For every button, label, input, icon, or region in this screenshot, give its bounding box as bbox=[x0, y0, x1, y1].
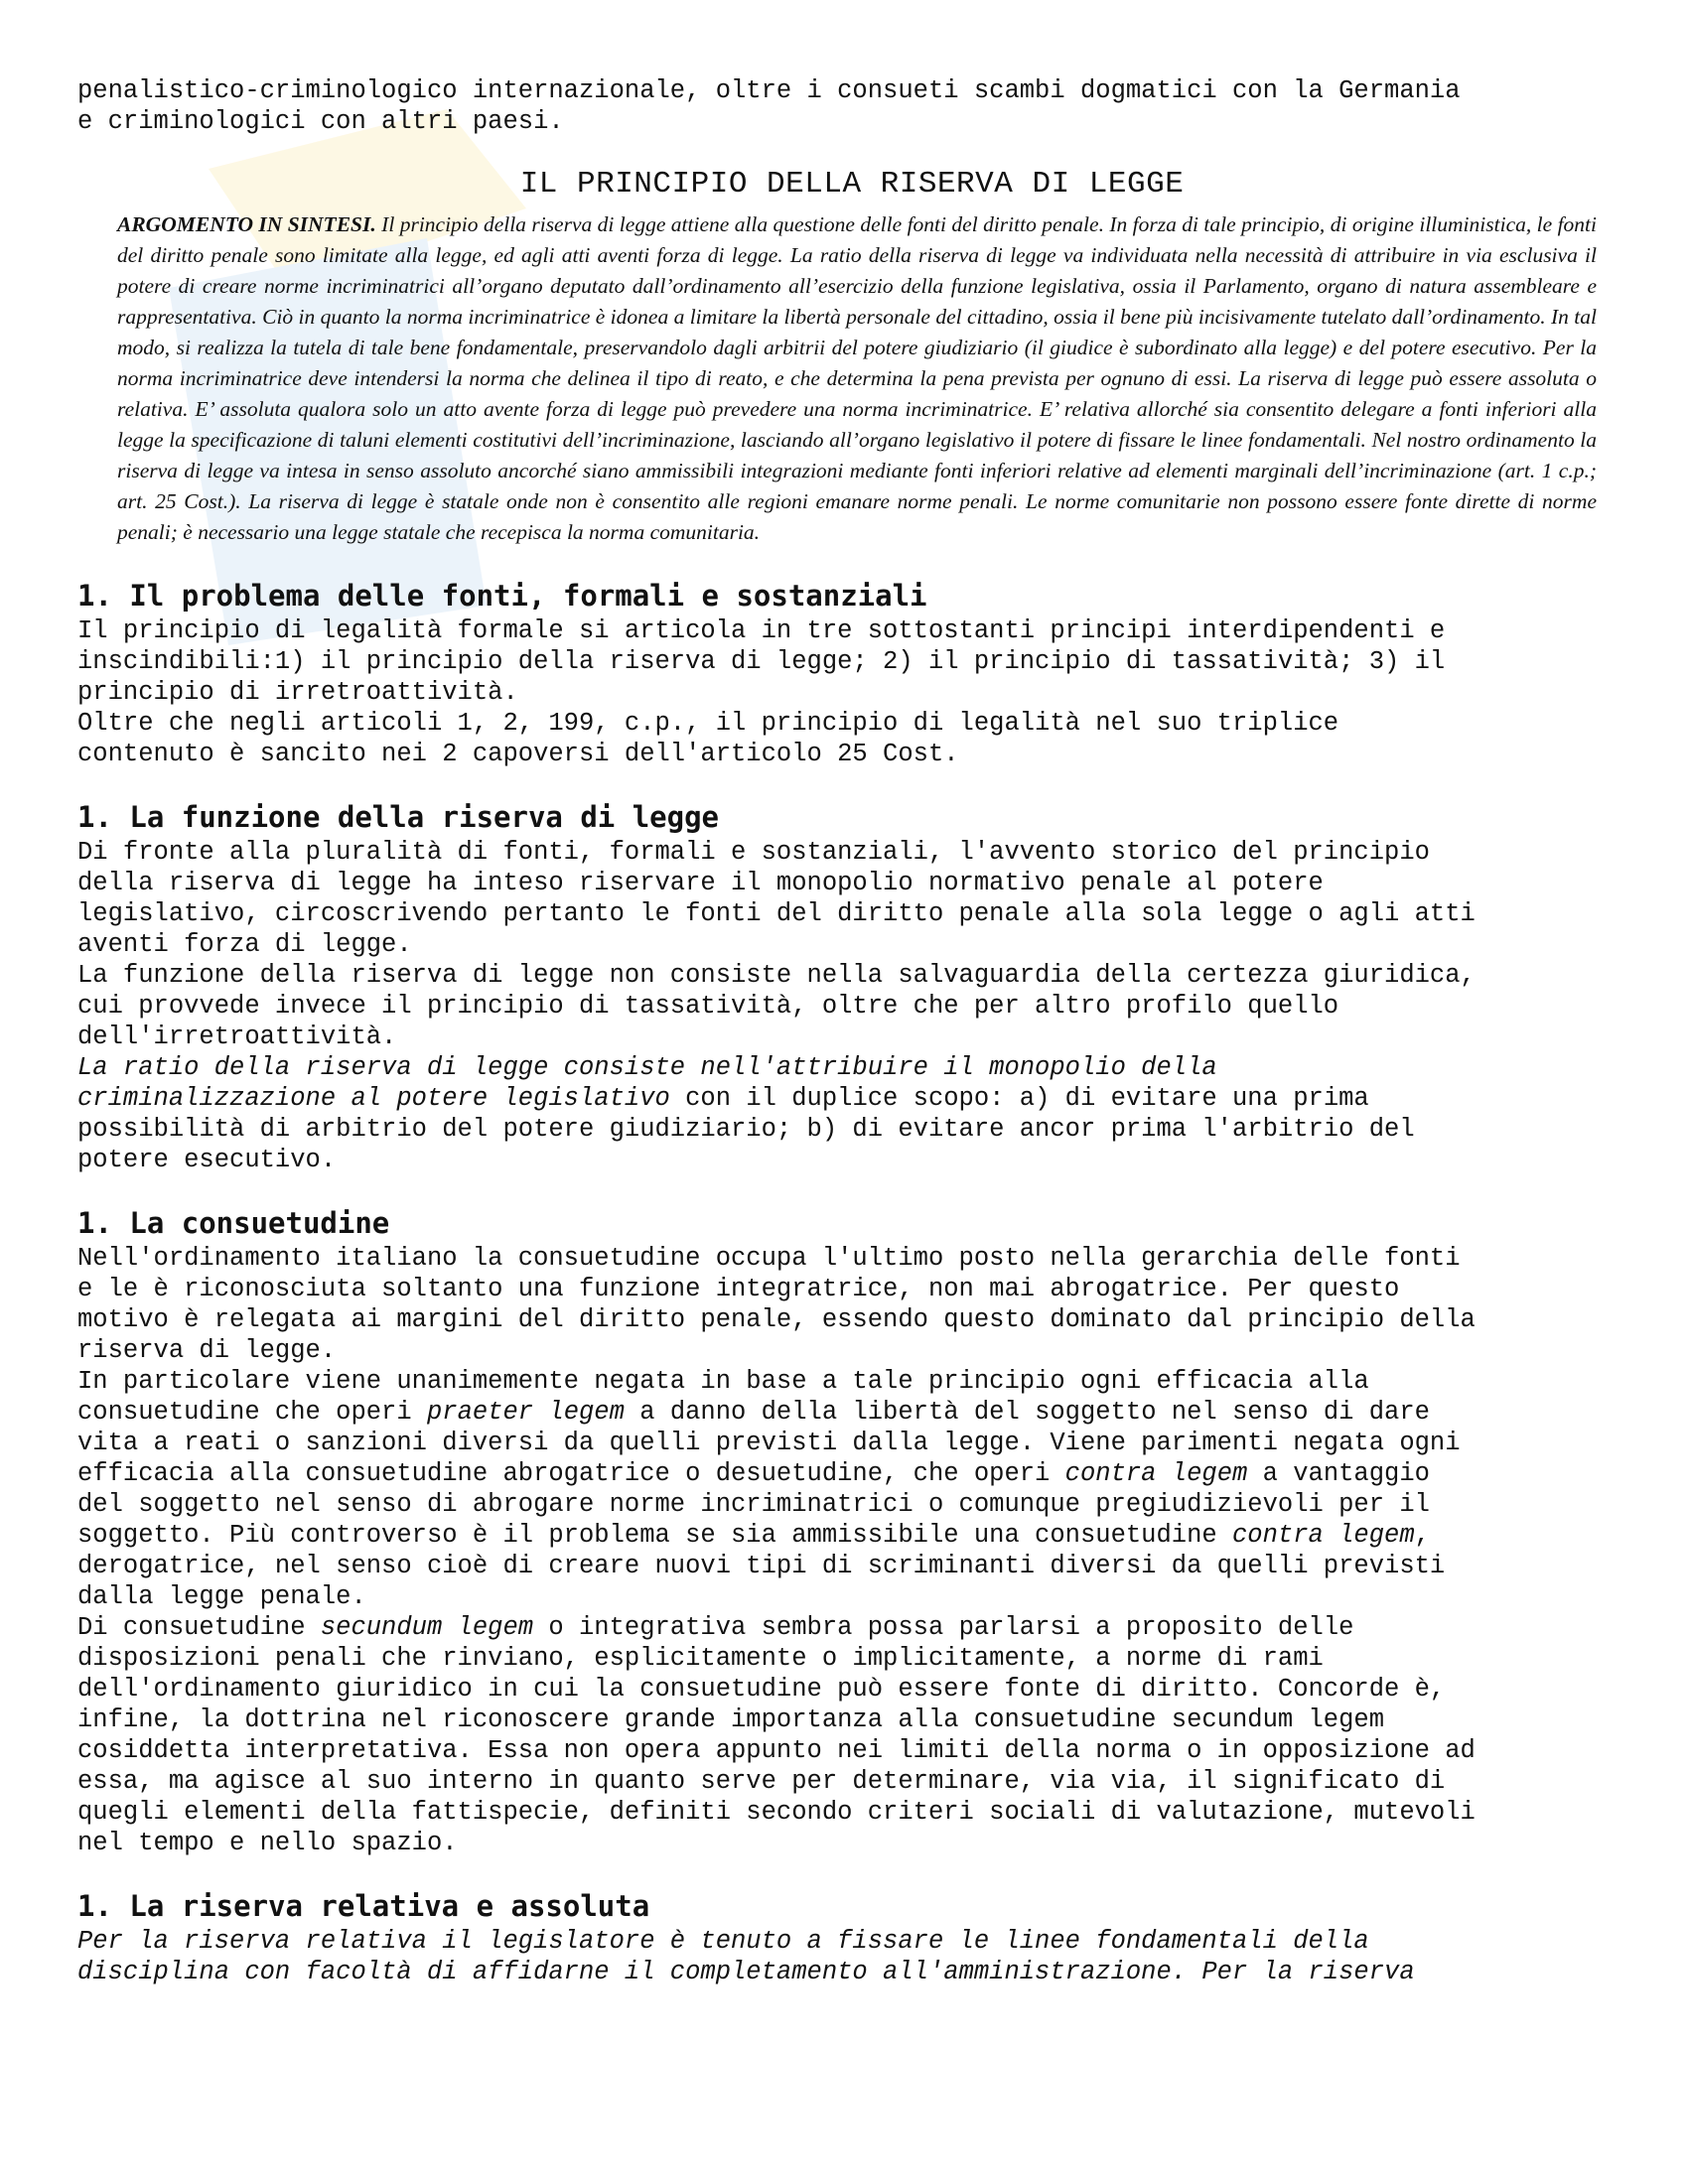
paragraph: Di fronte alla pluralità di fonti, formali e sostanziali, l'avvento storico del principio della riserva di legge ha inteso riservare il monopolio normativo penale al potere legislativo, circoscrivendo pertanto le fonti del diritto penale alla sola legge o agli atti aventi forza di legge. bbox=[77, 838, 1476, 959]
summary-text: Il principio della riserva di legge attiene alla questione delle fonti del diritto penale. In forza di tale principio, di origine illuministica, le fonti del diritto penale sono limitate alla legge, ed agli atti aventi forza di legge. La ratio della riserva di legge va individuata nella necessità di attribuire in via esclusiva il potere di creare norme incriminatrici all’organo deputato dall’ordinamento all’esercizio della funzione legislativa, ossia il Parlamento, organo di natura assembleare e rappresentativa. Ciò in quanto la norma incriminatrice è idonea a limitare la libertà personale del cittadino, ossia il bene più incisivamente tutelato dall’ordinamento. In tal modo, si realizza la tutela di tale bene fondamentale, preservandolo dagli arbitrii del potere giudiziario (il giudice è subordinato alla legge) e del potere esecutivo. Per la norma incriminatrice deve intendersi la norma che delinea il tipo di reato, e che determina la pena prevista per ognuno di essi. La riserva di legge può essere assoluta o relativa. E’ assoluta qualora solo un atto avente forza di legge può prevedere una norma incriminatrice. E’ relativa allorché sia consentito delegare a fonti inferiori alla legge la specificazione di taluni elementi costitutivi dell’incriminazione, lasciando all’organo legislativo il potere di fissare le linee fondamentali. Nel nostro ordinamento la riserva di legge va intesa in senso assoluto ancorché siano ammissibili integrazioni mediante fonti inferiori relative ad elementi marginali dell’incriminazione (art. 1 c.p.; art. 25 Cost.). La riserva di legge è statale onde non è consentito alle regioni emanare norme penali. Le norme comunitarie non possono essere fonte dirette di norme penali; è necessario una legge statale che recepisca la norma comunitaria. bbox=[117, 212, 1598, 544]
section-consuetudine bbox=[77, 1203, 1626, 1858]
document-page bbox=[77, 75, 1626, 1987]
summary-label: ARGOMENTO IN SINTESI. bbox=[117, 212, 376, 236]
paragraph: La funzione della riserva di legge non consiste nella salvaguardia della certezza giuridica, cui provvede invece il principio di tassatività, oltre che per altro profilo quello dell'irretroattività. bbox=[77, 961, 1476, 1051]
paragraph: Nell'ordinamento italiano la consuetudine occupa l'ultimo posto nella gerarchia delle fonti e le è riconosciuta soltanto una funzione integratrice, non mai abrogatrice. Per questo motivo è relegata ai margini del diritto penale, essendo questo dominato dal principio della riserva di legge. bbox=[77, 1244, 1476, 1365]
paragraph: Il principio di legalità formale si articola in tre sottostanti principi interdipendenti e inscindibili:1) il principio della riserva di legge; 2) il principio di tassatività; 3) il principio di irretroattività. bbox=[77, 616, 1446, 707]
intro-text: penalistico-criminologico internazionale, oltre i consueti scambi dogmatici con la Germania e criminologici con altri paesi. bbox=[77, 76, 1461, 136]
paragraph: La ratio della riserva di legge consiste nell'attribuire il monopolio della criminalizzazione al potere legislativo con il duplice scopo: a) di evitare una prima possibilità di arbitrio del potere giudiziario; b) di evitare ancor prima l'arbitrio del potere esecutivo. bbox=[77, 1053, 1415, 1174]
page-title: IL PRINCIPIO DELLA RISERVA DI LEGGE bbox=[519, 167, 1185, 202]
paragraph: Oltre che negli articoli 1, 2, 199, c.p., il principio di legalità nel suo triplice contenuto è sancito nei 2 capoversi dell'articolo 25 Cost. bbox=[77, 709, 1339, 768]
summary-box bbox=[117, 209, 1597, 548]
paragraph: Di consuetudine secundum legem o integrativa sembra possa parlarsi a proposito delle disposizioni penali che rinviano, esplicitamente o implicitamente, a norme di rami dell'ordinamento giuridico in cui la consuetudine può essere fonte di diritto. Concorde è, infine, la dottrina nel riconoscere grande importanza alla consuetudine secundum legem cosiddetta interpretativa. Essa non opera appunto nei limiti della norma o in opposizione ad essa, ma agisce al suo interno in quanto serve per determinare, via via, il significato di quegli elementi della fattispecie, definiti secondo criteri sociali di valutazione, mutevoli nel tempo e nello spazio. bbox=[77, 1613, 1476, 1857]
section-heading: 1. La funzione della riserva di legge bbox=[77, 800, 720, 834]
paragraph: In particolare viene unanimemente negata in base a tale principio ogni efficacia alla consuetudine che operi praeter legem a danno della libertà del soggetto nel senso di dare vita a reati o sanzioni diversi da quelli previsti dalla legge. Viene parimenti negata ogni efficacia alla consuetudine abrogatrice o desuetudine, che operi contra legem a vantaggio del soggetto nel senso di abrogare norme incriminatrici o comunque pregiudizievoli per il soggetto. Più controverso è il problema se sia ammissibile una consuetudine contra legem, derogatrice, nel senso cioè di creare nuovi tipi di scriminanti diversi da quelli previsti dalla legge penale. bbox=[77, 1367, 1461, 1611]
section-fonti bbox=[77, 576, 1626, 769]
section-heading: 1. Il problema delle fonti, formali e sostanziali bbox=[77, 579, 927, 613]
section-riserva-relativa bbox=[77, 1886, 1626, 1987]
section-heading: 1. La riserva relativa e assoluta bbox=[77, 1889, 650, 1923]
section-funzione bbox=[77, 797, 1626, 1175]
section-heading: 1. La consuetudine bbox=[77, 1206, 390, 1240]
paragraph: Per la riserva relativa il legislatore è tenuto a fissare le linee fondamentali della disciplina con facoltà di affidarne il completamento all'amministrazione. Per la riserva bbox=[77, 1927, 1415, 1986]
